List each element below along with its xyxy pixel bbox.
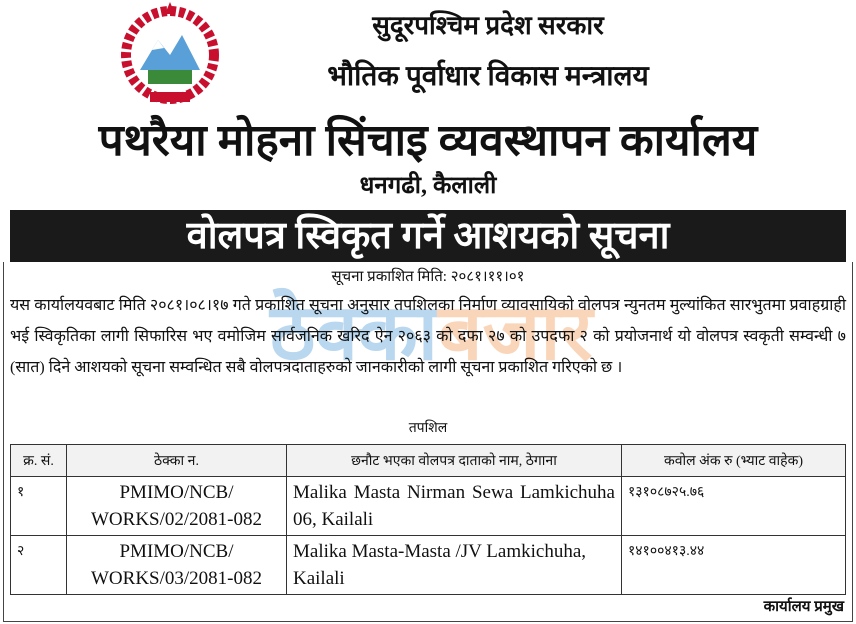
table-row	[11, 477, 846, 536]
signature-office-chief: कार्यालय प्रमुख	[763, 599, 844, 615]
cell-sn: २	[11, 536, 67, 595]
notice-title: वोलपत्र स्विकृत गर्ने आशयको सूचना	[10, 210, 846, 262]
cell-amount: १३१०८७२५.७६	[622, 477, 846, 536]
cell-bidder: Malika Masta Nirman Sewa Lamkichuha 06, Kailali	[287, 477, 622, 536]
header-sn: क्र. सं.	[11, 445, 67, 477]
cell-contract: PMIMO/NCB/ WORKS/02/2081-082	[67, 477, 287, 536]
details-table	[10, 444, 846, 595]
published-date: सूचना प्रकाशित मिति: २०८१।११।०१	[331, 269, 525, 285]
ministry-name: भौतिक पूर्वाधार विकास मन्त्रालय	[327, 61, 649, 92]
cell-amount: १४१००४१३.४४	[622, 536, 846, 595]
header-bidder: छनौट भएका वोलपत्र दाताको नाम, ठेगाना	[287, 445, 622, 477]
cell-sn: १	[11, 477, 67, 536]
province-government: सुदूरपश्चिम प्रदेश सरकार	[372, 11, 604, 40]
table-caption: तपशिल	[408, 421, 448, 436]
table-header-row	[11, 445, 846, 477]
table-row	[11, 536, 846, 595]
office-location: धनगढी, कैलाली	[359, 173, 497, 199]
cell-bidder: Malika Masta-Masta /JV Lamkichuha, Kailali	[287, 536, 622, 595]
office-name: पथरैया मोहना सिंचाइ व्यवस्थापन कार्यालय	[98, 116, 758, 165]
header-contract: ठेक्का न.	[67, 445, 287, 477]
header-amount: कवोल अंक रु (भ्याट वाहेक)	[622, 445, 846, 477]
cell-contract: PMIMO/NCB/ WORKS/03/2081-082	[67, 536, 287, 595]
watermark: ठेक्काबजार	[270, 289, 593, 376]
notice-body: यस कार्यालयवबाट मिति २०८१।०८।१७ गते प्रकाशित सूचना अनुसार तपशिलका निर्माण व्यावसायिको वोलपत्र न्युनतम मुल्यांकित सारभुतमा प्रवाहग्राही भई स्विकृतिका लागी सिफारिस भए वमोजिम सार्वजनिक खरिद ऐन २०६३ को दफा २७ को उपदफा २ को प्रयोजनार्थ यो वोलपत्र स्वकृती सम्वन्धी ७ (सात) दिने आशयको सूचना सम्वन्धित सबै वोलपत्रदाताहरुको जानकारीको लागी सूचना प्रकाशित गरिएको छ ।	[10, 297, 846, 376]
